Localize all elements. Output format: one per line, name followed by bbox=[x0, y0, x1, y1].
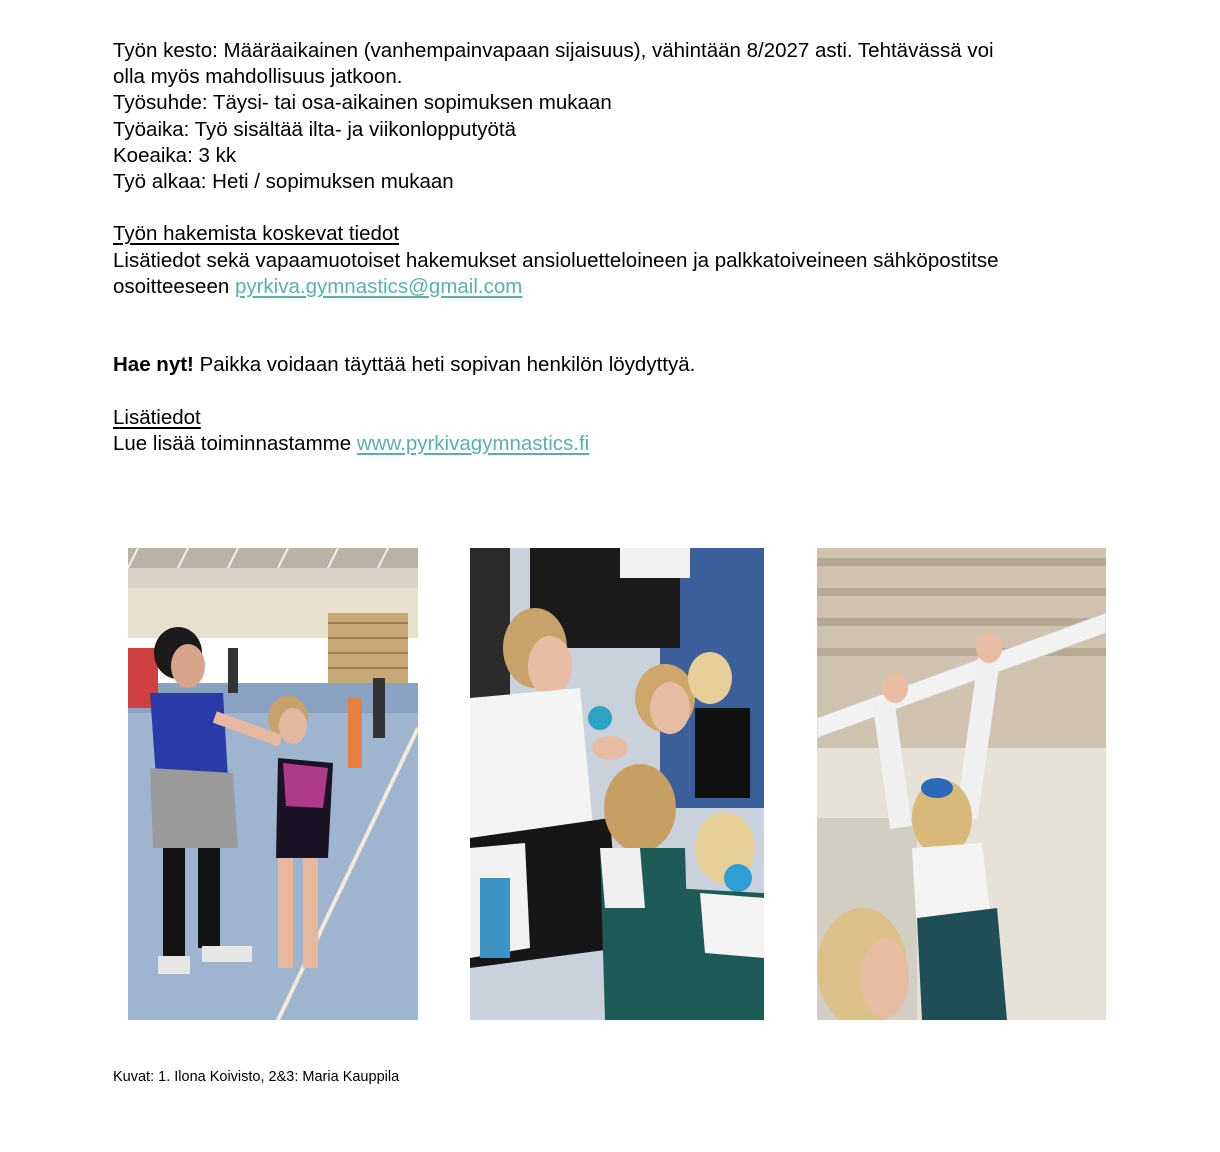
document-body bbox=[113, 38, 1113, 457]
more-info-heading: Lisätiedot bbox=[113, 405, 201, 429]
start-date: Työ alkaa: Heti / sopimuksen mukaan bbox=[113, 170, 454, 194]
photo-coach-and-gymnasts-clapping bbox=[470, 548, 764, 1020]
call-to-action-text: Paikka voidaan täyttää heti sopivan henkilön löydyttyä. bbox=[193, 353, 696, 377]
website-link[interactable]: www.pyrkivagymnastics.fi bbox=[356, 431, 590, 455]
call-to-action bbox=[113, 352, 1113, 378]
spacer bbox=[113, 300, 1113, 326]
call-to-action-bold: Hae nyt! bbox=[113, 353, 194, 377]
trial-period: Koeaika: 3 kk bbox=[113, 143, 237, 167]
employment-type: Työsuhde: Täysi- tai osa-aikainen sopimuksen mukaan bbox=[113, 91, 612, 115]
working-hours: Työaika: Työ sisältää ilta- ja viikonlopputyötä bbox=[113, 117, 517, 141]
application-text-prefix: osoitteeseen bbox=[113, 274, 235, 298]
photo-caption: Kuvat: 1. Ilona Koivisto, 2&3: Maria Kauppila bbox=[113, 1069, 400, 1085]
spacer bbox=[113, 379, 1113, 405]
application-heading: Työn hakemista koskevat tiedot bbox=[113, 222, 400, 246]
more-info-prefix: Lue lisää toiminnastamme bbox=[113, 431, 357, 455]
application-text-line-1: Lisätiedot sekä vapaamuotoiset hakemukset ansioluetteloineen ja palkkatoiveineen sähköpostitse bbox=[113, 248, 999, 272]
more-info-text bbox=[113, 431, 1113, 457]
spacer bbox=[113, 326, 1113, 352]
spacer bbox=[113, 195, 1113, 221]
application-text-line-2 bbox=[113, 274, 1113, 300]
email-link[interactable]: pyrkiva.gymnastics@gmail.com bbox=[234, 274, 523, 298]
duration-line-2: olla myös mahdollisuus jatkoon. bbox=[113, 65, 403, 89]
photo-gymnast-on-bar bbox=[817, 548, 1106, 1020]
duration-line-1: Työn kesto: Määräaikainen (vanhempainvapaan sijaisuus), vähintään 8/2027 asti. Tehtävässä voi bbox=[113, 39, 994, 62]
photo-coach-with-gymnast bbox=[128, 548, 418, 1020]
